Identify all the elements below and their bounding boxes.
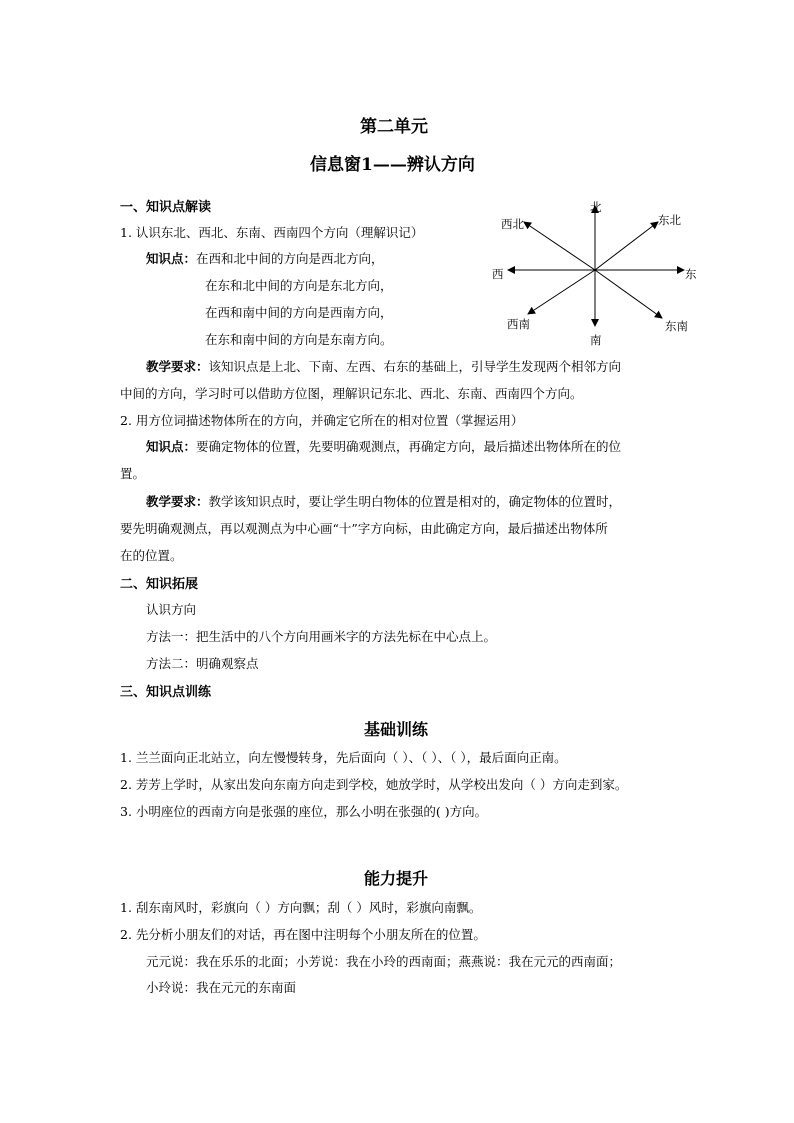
req-text: 教学该知识点时，要让学生明白物体的位置是相对的，确定物体的位置时，	[208, 494, 622, 509]
kp-label: 知识点：	[146, 439, 197, 454]
southeast-arrow	[595, 270, 662, 318]
compass-label-northeast: 东北	[658, 213, 681, 227]
compass-label-west: 西	[492, 267, 504, 281]
kp-label: 知识点：	[146, 251, 197, 266]
compass-label-east: 东	[685, 267, 697, 281]
compass-label-south: 南	[590, 333, 602, 347]
section2-line2: 方法一：把生活中的八个方向用画米字的方法先标在中心点上。	[146, 629, 497, 644]
req-text: 该知识点是上北、下南、左西、右东的基础上，引导学生发现两个相邻方向	[208, 359, 622, 374]
advanced-title: 能力提升	[364, 869, 429, 888]
kp-text: 要确定物体的位置，先要明确观测点，再确定方向，最后描述出物体所在的位	[196, 439, 622, 454]
item2-kp-line1	[146, 437, 621, 455]
southwest-arrow	[528, 270, 595, 314]
basic-question-2: 2. 芳芳上学时，从家出发向东南方向走到学校，她放学时，从学校出发向（ ）方向走到家。	[120, 777, 628, 792]
item1-kp-line4: 在东和南中间的方向是东南方向。	[205, 332, 393, 347]
northeast-arrow	[595, 222, 658, 270]
section1-item1: 1. 认识东北、西北、东南、西南四个方向（理解识记）	[120, 225, 424, 240]
basic-training-title: 基础训练	[364, 720, 429, 739]
section2-line3: 方法二：明确观察点	[146, 656, 259, 671]
item2-kp-line2: 置。	[120, 466, 146, 481]
item1-kp-line3: 在西和南中间的方向是西南方向，	[205, 305, 393, 320]
unit-title: 第二单元	[360, 117, 428, 137]
advanced-question-2: 2. 先分析小朋友们的对话，再在图中注明每个小朋友所在的位置。	[120, 927, 486, 942]
northwest-arrow	[524, 222, 595, 270]
kp-text: 在西和北中间的方向是西北方向，	[196, 251, 384, 266]
section2-line1: 认识方向	[146, 602, 197, 617]
compass-label-north: 北	[590, 200, 602, 214]
advanced-q2-line1: 元元说：我在乐乐的北面；小芳说：我在小玲的西南面；燕燕说：我在元元的西南面；	[146, 954, 622, 969]
advanced-question-1: 1. 刮东南风时，彩旗向（ ）方向飘；刮（ ）风时，彩旗向南飘。	[120, 900, 482, 915]
compass-label-northwest: 西北	[501, 217, 524, 231]
item1-req-line2: 中间的方向，学习时可以借助方位图，理解识记东北、西北、东南、西南四个方向。	[120, 386, 583, 401]
compass-label-southwest: 西南	[507, 317, 530, 331]
req-label: 教学要求：	[146, 494, 209, 509]
lesson-title: 信息窗1——辨认方向	[310, 155, 475, 175]
item2-req-line1	[146, 492, 621, 510]
basic-question-3: 3. 小明座位的西南方向是张强的座位，那么小明在张强的( )方向。	[120, 804, 488, 819]
item1-kp-line2: 在东和北中间的方向是东北方向，	[205, 278, 393, 293]
section1-heading: 一、知识点解读	[120, 200, 212, 215]
section3-heading: 三、知识点训练	[120, 685, 212, 700]
section2-heading: 二、知识拓展	[120, 577, 199, 592]
item2-req-line2: 要先明确观测点，再以观测点为中心画“十”字方向标，由此确定方向，最后描述出物体所	[120, 521, 608, 536]
item2-req-line3: 在的位置。	[120, 548, 183, 563]
item1-req-line1	[146, 357, 621, 375]
req-label: 教学要求：	[146, 359, 209, 374]
basic-question-1: 1. 兰兰面向正北站立，向左慢慢转身，先后面向（ ）、（ ）、（ ），最后面向正南。	[120, 750, 567, 765]
section1-item2: 2. 用方位词描述物体所在的方向，并确定它所在的相对位置（掌握运用）	[120, 413, 524, 428]
advanced-q2-line2: 小玲说：我在元元的东南面	[146, 980, 297, 995]
compass-label-southeast: 东南	[665, 319, 688, 333]
item1-kp-line1	[146, 249, 384, 267]
